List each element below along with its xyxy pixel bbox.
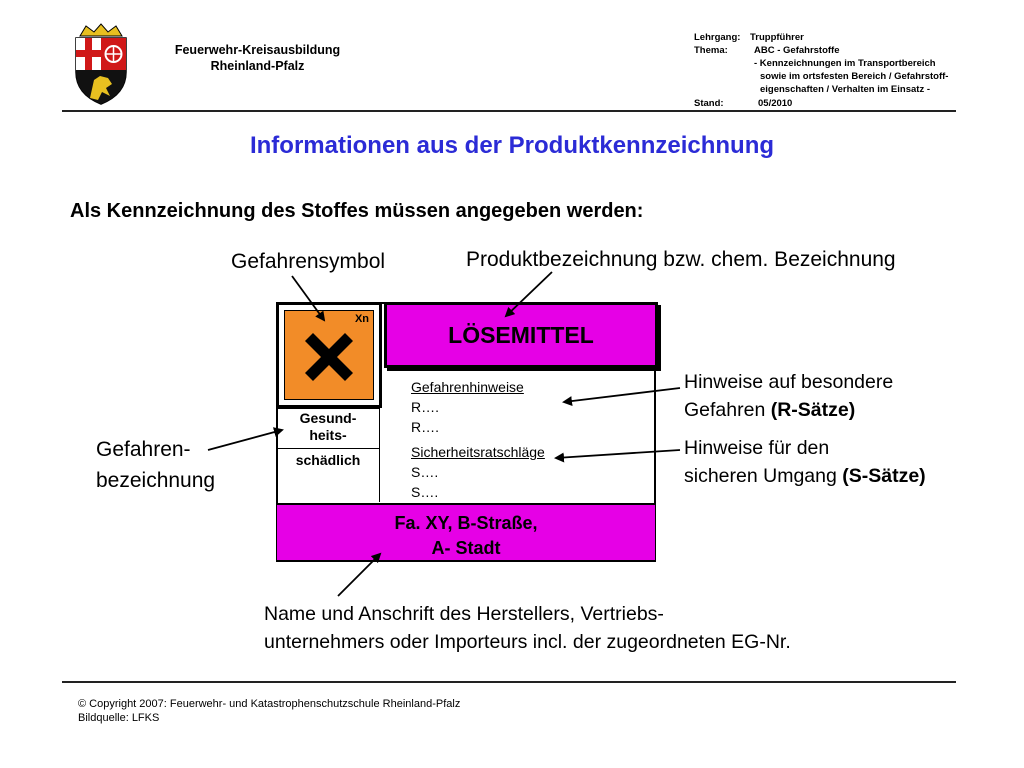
product-name: LÖSEMITTEL	[448, 322, 594, 348]
topic-line-3: sowie im ortsfesten Bereich / Gefahrstoff-	[760, 71, 949, 82]
copyright: © Copyright 2007: Feuerwehr- und Katastrophenschutzschule Rheinland-Pfalz	[78, 698, 461, 710]
footer-divider	[62, 681, 956, 683]
s-phrase-1: S….	[411, 464, 439, 480]
r-phrase-1: R….	[411, 399, 439, 415]
manufacturer-line-1: Fa. XY, B-Straße,	[394, 513, 538, 533]
r-phrase-2: R….	[411, 419, 439, 435]
callout-product: Produktbezeichnung bzw. chem. Bezeichnung	[466, 248, 896, 271]
s-phrases-heading: Sicherheitsratschläge	[411, 444, 545, 460]
arrow-product	[506, 272, 552, 316]
slide-title: Informationen aus der Produktkennzeichnung	[249, 132, 775, 159]
course-label: Lehrgang:	[694, 32, 741, 43]
arrow-hazard	[208, 430, 282, 450]
arrow-symbol	[292, 276, 324, 320]
topic-label: Thema:	[694, 45, 728, 56]
organization-region: Rheinland-Pfalz	[210, 59, 305, 73]
organization-name: Feuerwehr-Kreisausbildung	[174, 43, 341, 57]
callout-maker-line-1: Name und Anschrift des Herstellers, Vertriebs-	[264, 603, 664, 625]
callout-r-line-1: Hinweise auf besondere	[684, 371, 894, 393]
callout-s-line-1: Hinweise für den	[684, 437, 830, 459]
hazard-line-2: heits-	[309, 427, 347, 443]
arrow-manufacturer	[338, 554, 380, 596]
callout-symbol: Gefahrensymbol	[231, 250, 386, 273]
arrow-s-phrases	[556, 450, 680, 458]
status-value: 05/2010	[758, 98, 793, 109]
callout-hazard-desc-2: bezeichnung	[96, 469, 216, 492]
arrow-r-phrases	[564, 388, 680, 402]
status-label: Stand:	[694, 98, 724, 109]
callout-s-plain: sicheren Umgang	[684, 465, 843, 487]
r-phrases-heading: Gefahrenhinweise	[411, 379, 524, 395]
callout-hazard-desc-1: Gefahren-	[96, 438, 191, 461]
callout-maker-line-2: unternehmers oder Importeurs incl. der zugeordneten EG-Nr.	[264, 631, 791, 653]
hazard-line-1: Gesund-	[299, 410, 357, 426]
topic-line-4: eigenschaften / Verhalten im Einsatz -	[760, 84, 930, 95]
course-value: Truppführer	[750, 32, 804, 43]
slide-subtitle: Als Kennzeichnung des Stoffes müssen angegeben werden:	[70, 200, 644, 222]
callout-r-bold: (R-Sätze)	[770, 399, 856, 421]
s-phrase-2: S….	[411, 484, 439, 500]
hazard-symbol-code: Xn	[354, 313, 369, 325]
callout-r-plain: Gefahren	[684, 399, 771, 421]
hazard-line-3: schädlich	[295, 452, 361, 468]
topic-line-1: ABC - Gefahrstoffe	[754, 45, 840, 56]
manufacturer-line-2: A- Stadt	[431, 538, 501, 558]
callout-s-bold: (S-Sätze)	[842, 465, 926, 487]
image-source: Bildquelle: LFKS	[78, 712, 160, 724]
topic-line-2: - Kennzeichnungen im Transportbereich	[754, 58, 936, 69]
